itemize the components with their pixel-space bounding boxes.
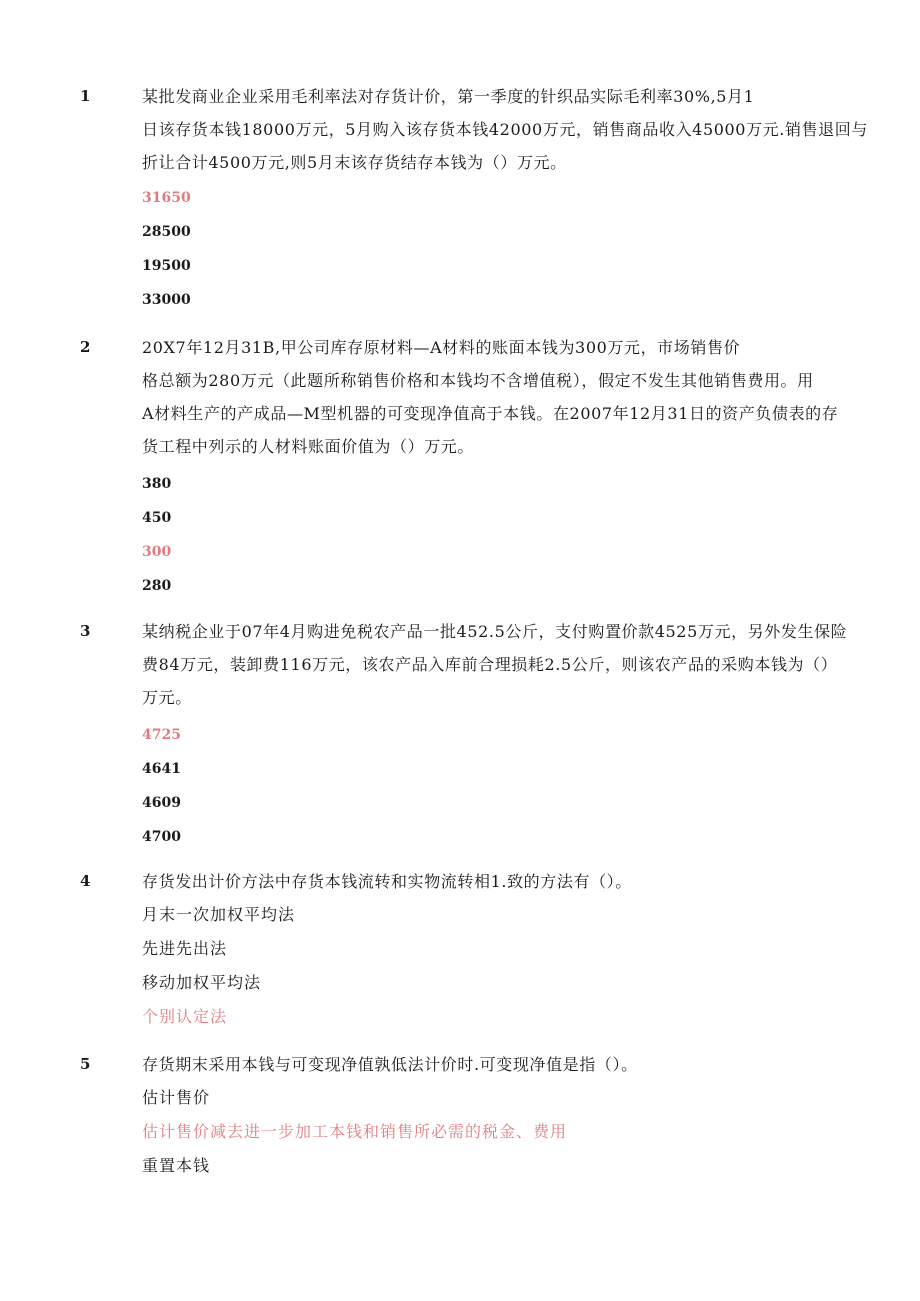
question-line: 日该存货本钱18000万元，5月购入该存货本钱42000万元，销售商品收入45000万元.销售退回与 [142,120,868,139]
question-text [142,331,842,463]
option: 280 [142,578,172,594]
question-line: 某纳税企业于07年4月购进免税农产品一批452.5公斤，支付购置价款4525万元，另外发生保险 [142,622,848,641]
question-number: 3 [80,622,91,640]
question-text [142,865,842,898]
question-line: A材料生产的产成品—M型机器的可变现净值高于本钱。在2007年12月31日的资产负债表的存 [142,404,839,423]
question-line: 20X7年12月31B,甲公司库存原材料—A材料的账面本钱为300万元，市场销售价 [142,338,741,357]
option: 先进先出法 [142,939,228,958]
question-line: 货工程中列示的人材料账面价值为（）万元。 [142,437,475,456]
options-list [142,181,842,317]
question-number: 5 [80,1055,91,1073]
option: 估计售价 [142,1088,211,1107]
question-line: 费84万元，装卸费116万元，该农产品入库前合理损耗2.5公斤，则该农产品的采购本钱为（） [142,655,838,674]
option: 4700 [142,829,181,845]
option: 19500 [142,258,191,274]
options-list [142,718,842,854]
option-correct: 31650 [142,190,191,206]
question-line: 折让合计4500万元,则5月末该存货结存本钱为（）万元。 [142,153,567,172]
option: 28500 [142,224,191,240]
question-text [142,1048,842,1081]
option-correct: 300 [142,544,172,560]
option-correct: 4725 [142,727,181,743]
question-number: 1 [80,87,91,105]
options-list [142,1081,842,1183]
question-line: 存货发出计价方法中存货本钱流转和实物流转相1.致的方法有（）。 [142,872,632,891]
option: 4641 [142,761,181,777]
question-number: 4 [80,872,91,890]
option: 380 [142,476,172,492]
option-correct: 估计售价减去进一步加工本钱和销售所必需的税金、费用 [142,1122,568,1141]
option: 33000 [142,292,191,308]
option: 450 [142,510,172,526]
question-line: 万元。 [142,688,192,707]
question-text [142,615,848,714]
option: 移动加权平均法 [142,973,262,992]
question-line: 格总额为280万元（此题所称销售价格和本钱均不含增值税），假定不发生其他销售费用。用 [142,371,814,390]
option: 4609 [142,795,181,811]
option: 重置本钱 [142,1156,211,1175]
options-list [142,898,842,1034]
question-line: 存货期末采用本钱与可变现净值孰低法计价时.可变现净值是指（）。 [142,1055,638,1074]
option: 月末一次加权平均法 [142,905,296,924]
question-line: 某批发商业企业采用毛利率法对存货计价，第一季度的针织品实际毛利率30%,5月1 [142,87,755,106]
option-correct: 个别认定法 [142,1007,228,1026]
options-list [142,467,842,603]
question-number: 2 [80,338,91,356]
question-text [142,80,868,179]
